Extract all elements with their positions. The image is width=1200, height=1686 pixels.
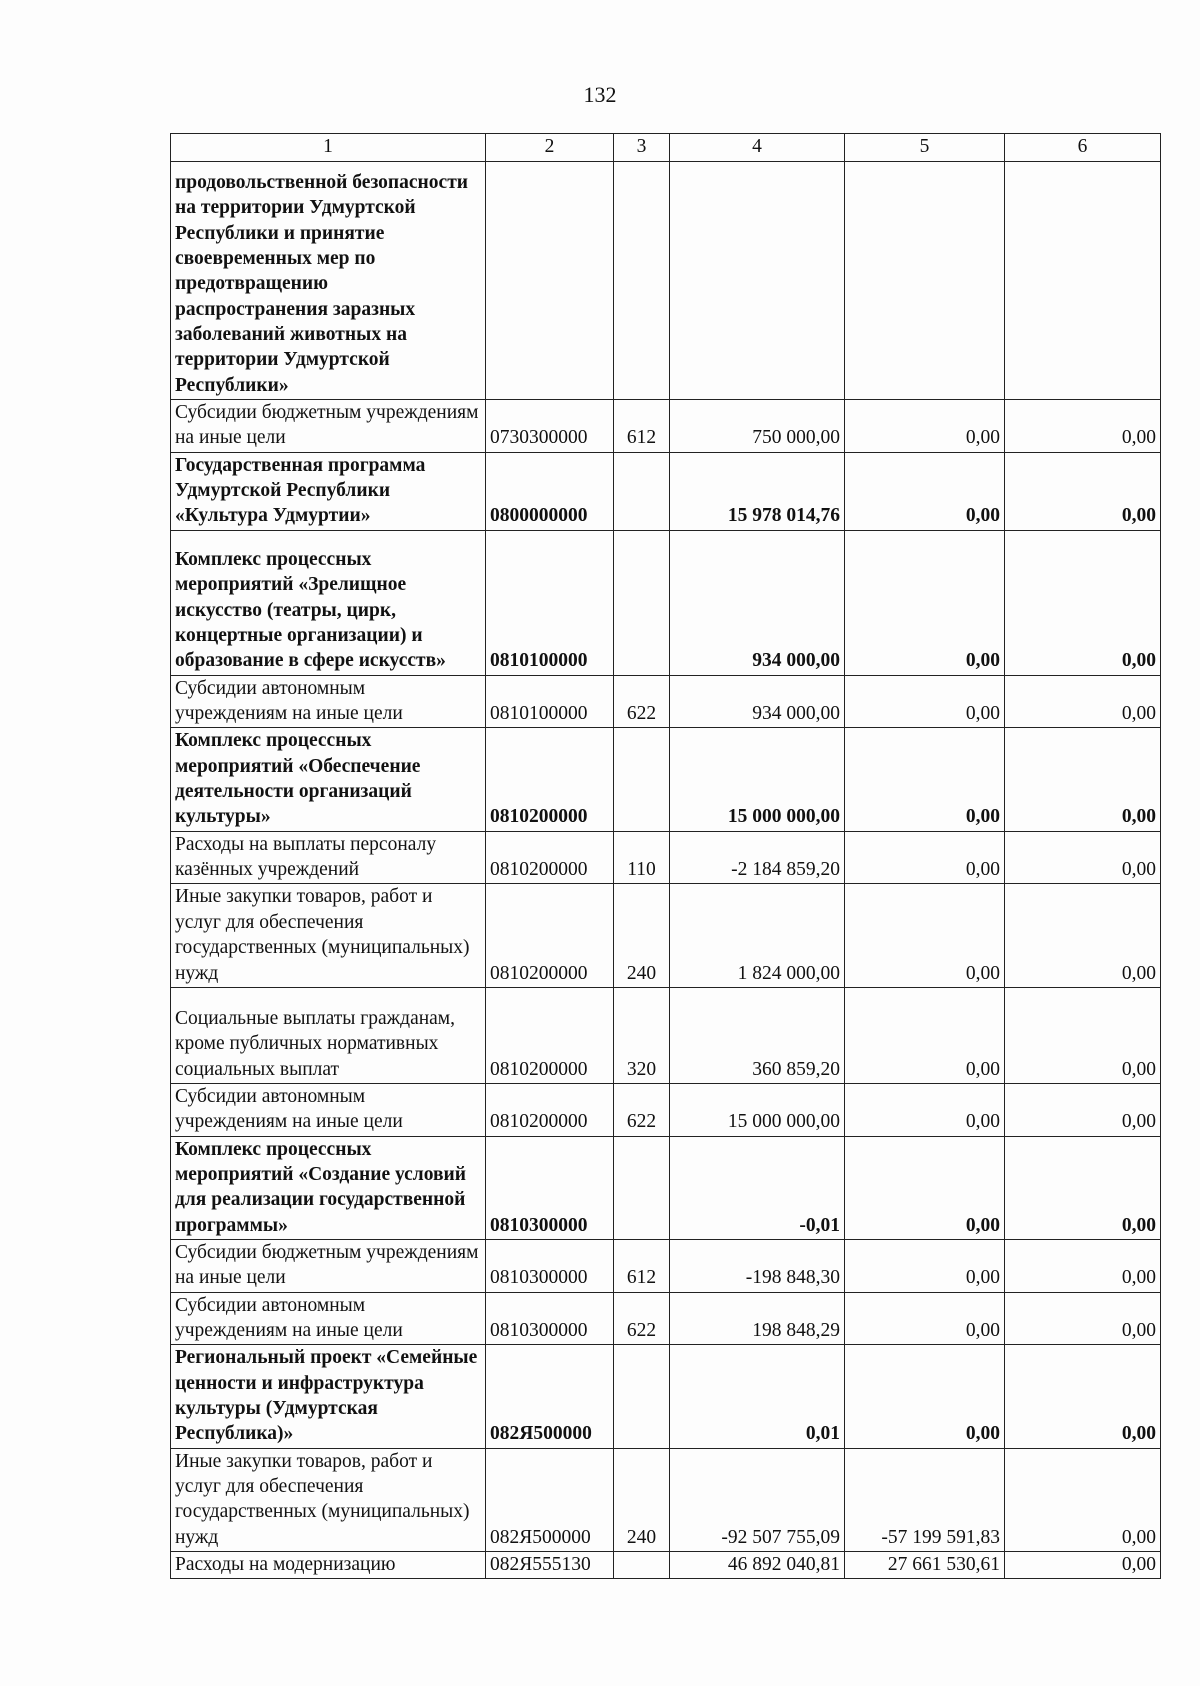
amount-column-4: 15 000 000,00 bbox=[670, 1083, 845, 1136]
amount-column-5: -57 199 591,83 bbox=[845, 1448, 1005, 1551]
amount-column-6: 0,00 bbox=[1005, 452, 1161, 530]
row-name: Социальные выплаты гражданам, кроме публичных нормативных социальных выплат bbox=[171, 987, 486, 1083]
row-name: Государственная программа Удмуртской Республики «Культура Удмуртии» bbox=[171, 452, 486, 530]
amount-column-5 bbox=[845, 162, 1005, 400]
table-row bbox=[171, 1136, 1161, 1239]
amount-column-6: 0,00 bbox=[1005, 1136, 1161, 1239]
amount-column-5: 0,00 bbox=[845, 1083, 1005, 1136]
target-article-code: 0730300000 bbox=[486, 400, 614, 453]
table-body bbox=[171, 162, 1161, 1579]
table-row bbox=[171, 1292, 1161, 1345]
expense-type-code bbox=[614, 162, 670, 400]
table-row bbox=[171, 400, 1161, 453]
row-name: Комплекс процессных мероприятий «Создание условий для реализации государственной программы» bbox=[171, 1136, 486, 1239]
table-row bbox=[171, 162, 1161, 400]
amount-column-5: 0,00 bbox=[845, 1292, 1005, 1345]
amount-column-4: 750 000,00 bbox=[670, 400, 845, 453]
table-row bbox=[171, 1345, 1161, 1448]
column-header: 4 bbox=[670, 134, 845, 162]
expense-type-code: 240 bbox=[614, 884, 670, 987]
amount-column-4: 1 824 000,00 bbox=[670, 884, 845, 987]
amount-column-4: 360 859,20 bbox=[670, 987, 845, 1083]
target-article-code: 0810100000 bbox=[486, 675, 614, 728]
column-number-header bbox=[171, 134, 1161, 162]
expense-type-code bbox=[614, 530, 670, 675]
amount-column-4: -0,01 bbox=[670, 1136, 845, 1239]
amount-column-6: 0,00 bbox=[1005, 530, 1161, 675]
amount-column-6: 0,00 bbox=[1005, 1345, 1161, 1448]
amount-column-5: 0,00 bbox=[845, 728, 1005, 831]
table-row bbox=[171, 987, 1161, 1083]
budget-table bbox=[170, 133, 1161, 1579]
amount-column-6: 0,00 bbox=[1005, 1292, 1161, 1345]
row-name: продовольственной безопасности на территории Удмуртской Республики и принятие своевременных мер по предотвращению распространения заразных заболеваний животных на территории Удмуртской Республики» bbox=[171, 162, 486, 400]
expense-type-code: 240 bbox=[614, 1448, 670, 1551]
amount-column-4: 46 892 040,81 bbox=[670, 1552, 845, 1579]
amount-column-5: 0,00 bbox=[845, 831, 1005, 884]
amount-column-4 bbox=[670, 162, 845, 400]
row-name: Субсидии автономным учреждениям на иные цели bbox=[171, 1292, 486, 1345]
table-row bbox=[171, 1239, 1161, 1292]
column-header: 3 bbox=[614, 134, 670, 162]
table-row bbox=[171, 1448, 1161, 1551]
column-header: 2 bbox=[486, 134, 614, 162]
row-name: Региональный проект «Семейные ценности и инфраструктура культуры (Удмуртская Республика)» bbox=[171, 1345, 486, 1448]
amount-column-6: 0,00 bbox=[1005, 728, 1161, 831]
row-name: Расходы на выплаты персоналу казённых учреждений bbox=[171, 831, 486, 884]
amount-column-5: 0,00 bbox=[845, 1345, 1005, 1448]
row-name: Иные закупки товаров, работ и услуг для обеспечения государственных (муниципальных) нужд bbox=[171, 884, 486, 987]
amount-column-5: 0,00 bbox=[845, 400, 1005, 453]
table-row bbox=[171, 1552, 1161, 1579]
column-header: 5 bbox=[845, 134, 1005, 162]
row-name: Расходы на модернизацию bbox=[171, 1552, 486, 1579]
table-row bbox=[171, 1083, 1161, 1136]
target-article-code: 0810300000 bbox=[486, 1239, 614, 1292]
target-article-code: 0800000000 bbox=[486, 452, 614, 530]
amount-column-6 bbox=[1005, 162, 1161, 400]
table-row bbox=[171, 452, 1161, 530]
target-article-code: 082Я500000 bbox=[486, 1448, 614, 1551]
target-article-code: 0810300000 bbox=[486, 1292, 614, 1345]
amount-column-6: 0,00 bbox=[1005, 831, 1161, 884]
amount-column-4: -92 507 755,09 bbox=[670, 1448, 845, 1551]
expense-type-code: 622 bbox=[614, 1292, 670, 1345]
amount-column-6: 0,00 bbox=[1005, 1083, 1161, 1136]
expense-type-code bbox=[614, 1552, 670, 1579]
target-article-code: 082Я500000 bbox=[486, 1345, 614, 1448]
table-row bbox=[171, 884, 1161, 987]
row-name: Комплекс процессных мероприятий «Обеспечение деятельности организаций культуры» bbox=[171, 728, 486, 831]
column-header: 1 bbox=[171, 134, 486, 162]
amount-column-5: 0,00 bbox=[845, 884, 1005, 987]
target-article-code: 0810200000 bbox=[486, 1083, 614, 1136]
target-article-code bbox=[486, 162, 614, 400]
amount-column-4: -2 184 859,20 bbox=[670, 831, 845, 884]
table-row bbox=[171, 530, 1161, 675]
column-header: 6 bbox=[1005, 134, 1161, 162]
table-row bbox=[171, 728, 1161, 831]
row-name: Субсидии автономным учреждениям на иные цели bbox=[171, 1083, 486, 1136]
row-name: Субсидии бюджетным учреждениям на иные цели bbox=[171, 400, 486, 453]
row-name: Субсидии автономным учреждениям на иные цели bbox=[171, 675, 486, 728]
amount-column-6: 0,00 bbox=[1005, 884, 1161, 987]
amount-column-5: 0,00 bbox=[845, 1239, 1005, 1292]
amount-column-6: 0,00 bbox=[1005, 400, 1161, 453]
amount-column-6: 0,00 bbox=[1005, 1239, 1161, 1292]
amount-column-6: 0,00 bbox=[1005, 1448, 1161, 1551]
amount-column-6: 0,00 bbox=[1005, 675, 1161, 728]
amount-column-4: 934 000,00 bbox=[670, 530, 845, 675]
page-number: 132 bbox=[583, 82, 617, 107]
target-article-code: 0810200000 bbox=[486, 728, 614, 831]
row-name: Комплекс процессных мероприятий «Зрелищное искусство (театры, цирк, концертные организации) и образование в сфере искусств» bbox=[171, 530, 486, 675]
amount-column-4: 15 978 014,76 bbox=[670, 452, 845, 530]
table-row bbox=[171, 675, 1161, 728]
target-article-code: 0810200000 bbox=[486, 831, 614, 884]
amount-column-5: 27 661 530,61 bbox=[845, 1552, 1005, 1579]
expense-type-code: 622 bbox=[614, 1083, 670, 1136]
amount-column-5: 0,00 bbox=[845, 1136, 1005, 1239]
expense-type-code bbox=[614, 1345, 670, 1448]
target-article-code: 082Я555130 bbox=[486, 1552, 614, 1579]
amount-column-5: 0,00 bbox=[845, 452, 1005, 530]
expense-type-code: 612 bbox=[614, 400, 670, 453]
amount-column-6: 0,00 bbox=[1005, 1552, 1161, 1579]
expense-type-code: 110 bbox=[614, 831, 670, 884]
table-row bbox=[171, 831, 1161, 884]
row-name: Иные закупки товаров, работ и услуг для обеспечения государственных (муниципальных) нужд bbox=[171, 1448, 486, 1551]
amount-column-4: -198 848,30 bbox=[670, 1239, 845, 1292]
expense-type-code: 612 bbox=[614, 1239, 670, 1292]
amount-column-5: 0,00 bbox=[845, 987, 1005, 1083]
amount-column-5: 0,00 bbox=[845, 530, 1005, 675]
amount-column-6: 0,00 bbox=[1005, 987, 1161, 1083]
row-name: Субсидии бюджетным учреждениям на иные цели bbox=[171, 1239, 486, 1292]
target-article-code: 0810100000 bbox=[486, 530, 614, 675]
amount-column-4: 198 848,29 bbox=[670, 1292, 845, 1345]
expense-type-code: 320 bbox=[614, 987, 670, 1083]
amount-column-5: 0,00 bbox=[845, 675, 1005, 728]
expense-type-code bbox=[614, 1136, 670, 1239]
expense-type-code bbox=[614, 452, 670, 530]
target-article-code: 0810200000 bbox=[486, 884, 614, 987]
expense-type-code bbox=[614, 728, 670, 831]
amount-column-4: 934 000,00 bbox=[670, 675, 845, 728]
amount-column-4: 15 000 000,00 bbox=[670, 728, 845, 831]
target-article-code: 0810200000 bbox=[486, 987, 614, 1083]
amount-column-4: 0,01 bbox=[670, 1345, 845, 1448]
target-article-code: 0810300000 bbox=[486, 1136, 614, 1239]
expense-type-code: 622 bbox=[614, 675, 670, 728]
